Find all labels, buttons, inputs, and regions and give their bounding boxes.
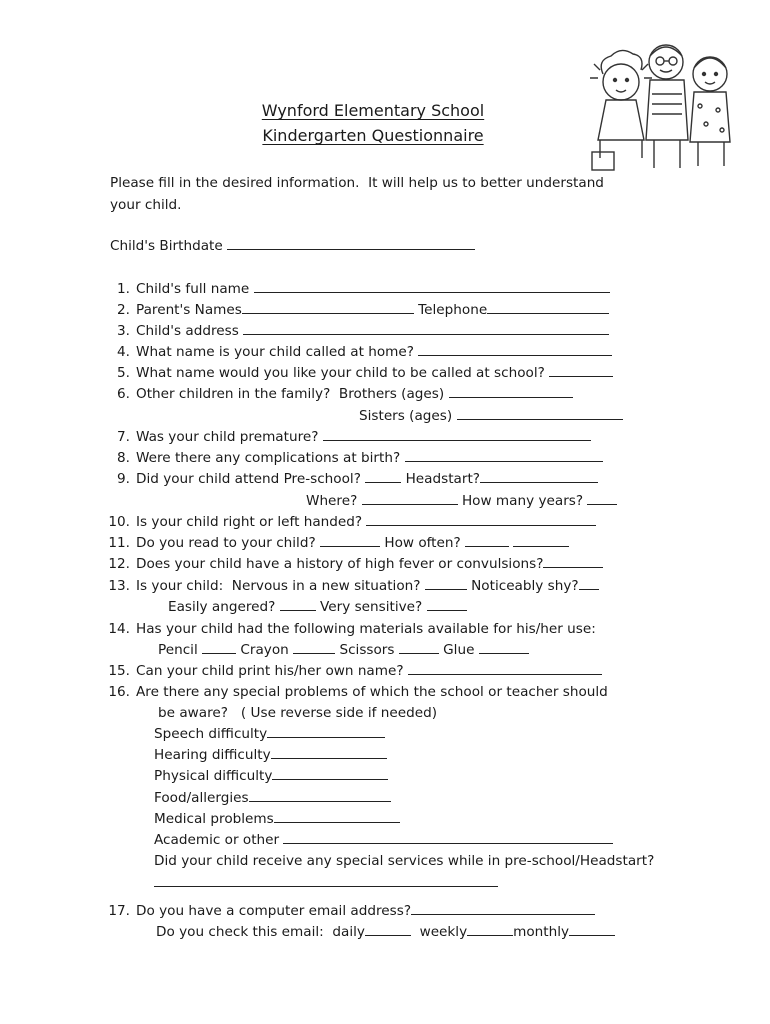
question-11[interactable]: 11. Do you read to your child? How often? [108, 534, 569, 552]
question-5[interactable]: 5. What name would you like your child to be called at school? [108, 364, 613, 382]
question-16-cont: be aware? ( Use reverse side if needed) [158, 705, 438, 721]
question-9-where[interactable]: Where? How many years? [306, 492, 617, 510]
hearing-difficulty-field[interactable]: Hearing difficulty [154, 746, 387, 764]
question-13[interactable]: 13. Is your child: Nervous in a new situation? Noticeably shy? [108, 577, 599, 595]
form-title: Kindergarten Questionnaire [262, 126, 484, 145]
question-17-frequency[interactable]: Do you check this email: daily weekly monthly [156, 923, 615, 941]
special-services-question: Did your child receive any special services while in pre-school/Headstart? [154, 853, 655, 869]
special-services-field[interactable] [154, 874, 498, 892]
intro-line-1: Please fill in the desired information. It will help us to better understand [110, 175, 604, 191]
question-17[interactable]: 17. Do you have a computer email address? [108, 902, 595, 920]
question-4[interactable]: 4. What name is your child called at home? [108, 343, 612, 361]
intro-line-2: your child. [110, 197, 182, 213]
medical-problems-field[interactable]: Medical problems [154, 810, 400, 828]
question-6[interactable]: 6. Other children in the family? Brothers (ages) [108, 385, 573, 403]
question-15[interactable]: 15. Can your child print his/her own name? [108, 662, 602, 680]
birthdate-label: Child's Birthdate [110, 238, 223, 254]
question-13-cont[interactable]: Easily angered? Very sensitive? [168, 598, 467, 616]
school-title: Wynford Elementary School [261, 101, 485, 120]
question-14: 14. Has your child had the following materials available for his/her use: [108, 621, 596, 637]
question-3[interactable]: 3. Child's address [108, 322, 609, 340]
food-allergies-field[interactable]: Food/allergies [154, 789, 391, 807]
question-10[interactable]: 10. Is your child right or left handed? [108, 513, 596, 531]
question-9[interactable]: 9. Did your child attend Pre-school? Headstart? [108, 470, 598, 488]
question-2[interactable]: 2. Parent's Names Telephone [108, 301, 609, 319]
question-7[interactable]: 7. Was your child premature? [108, 428, 591, 446]
question-12[interactable]: 12. Does your child have a history of high fever or convulsions? [108, 555, 603, 573]
question-8[interactable]: 8. Were there any complications at birth? [108, 449, 603, 467]
question-6-sisters[interactable]: Sisters (ages) [359, 407, 623, 425]
question-1[interactable]: 1. Child's full name [108, 280, 610, 298]
physical-difficulty-field[interactable]: Physical difficulty [154, 767, 388, 785]
question-16: 16. Are there any special problems of which the school or teacher should [108, 684, 608, 700]
question-14-materials[interactable]: Pencil Crayon Scissors Glue [158, 641, 529, 659]
academic-other-field[interactable]: Academic or other [154, 831, 613, 849]
birthdate-field[interactable] [110, 237, 475, 255]
speech-difficulty-field[interactable]: Speech difficulty [154, 725, 385, 743]
